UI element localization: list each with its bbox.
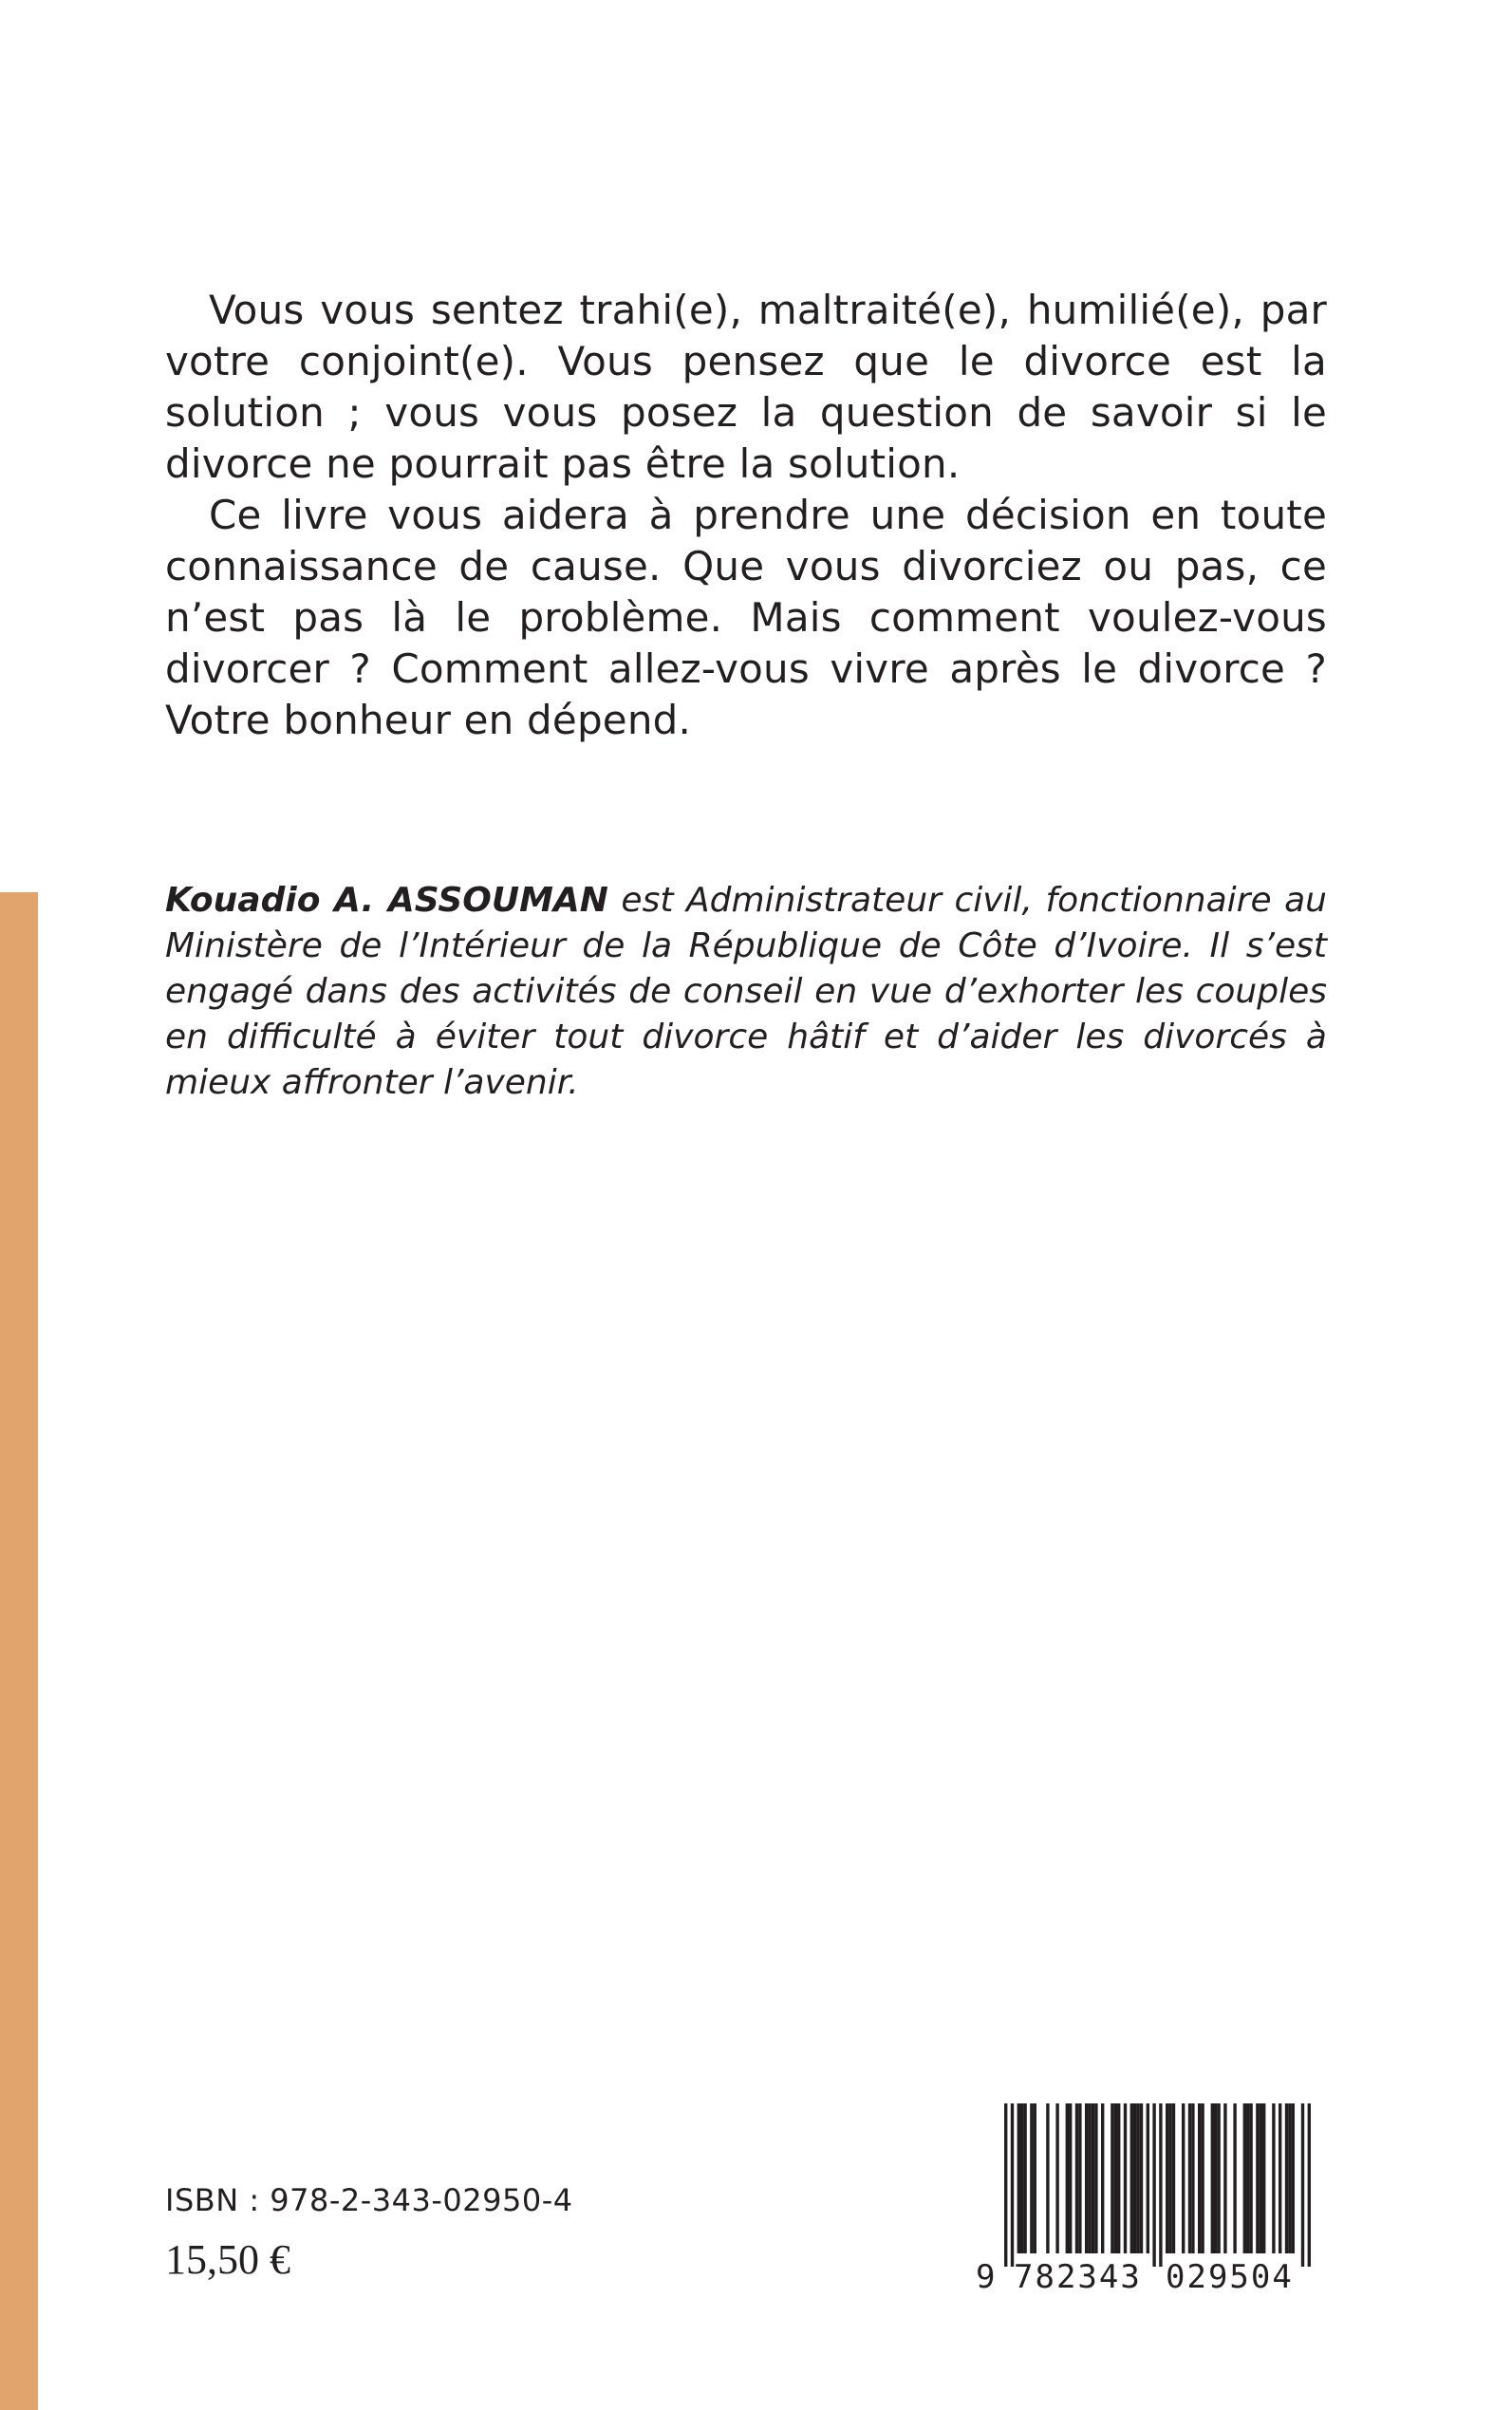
barcode-bar xyxy=(1078,2103,1081,2253)
barcode-bar xyxy=(1249,2103,1252,2253)
blurb-paragraph-2: Ce livre vous aidera à prendre une décision en toute connaissance de cause. Que vous divorciez ou pas, ce n’est pas là le problème. Mais comment voulez-vous divorcer ? Comment allez-vous vivre après le divorce ? Votre bonheur en dépend. xyxy=(165,492,1327,743)
author-name: Kouadio A. ASSOUMAN xyxy=(165,881,608,920)
barcode-bar xyxy=(1272,2103,1275,2253)
barcode-bar xyxy=(1188,2103,1191,2253)
barcode-bar xyxy=(1094,2103,1097,2253)
barcode-bar xyxy=(1260,2103,1262,2253)
barcode-bar xyxy=(1066,2103,1069,2253)
barcode-bar xyxy=(1085,2103,1088,2253)
barcode xyxy=(968,2098,1329,2297)
barcode-bar xyxy=(1223,2103,1226,2253)
barcode-bar xyxy=(1069,2103,1072,2253)
barcode-bar xyxy=(1124,2103,1127,2253)
barcode-bar xyxy=(1055,2103,1058,2253)
barcode-bar xyxy=(1308,2103,1311,2267)
barcode-bar xyxy=(1046,2103,1049,2253)
author-bio xyxy=(165,878,1327,1106)
barcode-bar xyxy=(1004,2103,1007,2267)
barcode-bar xyxy=(1166,2103,1168,2253)
barcode-bar xyxy=(1211,2103,1214,2253)
barcode-bar xyxy=(1011,2103,1014,2267)
barcode-bar xyxy=(1246,2103,1249,2253)
barcode-bar xyxy=(1130,2103,1133,2253)
barcode-bar xyxy=(1172,2103,1175,2253)
barcode-bar xyxy=(1017,2103,1020,2253)
barcode-bar xyxy=(1020,2103,1023,2253)
barcode-bar xyxy=(1117,2103,1120,2253)
barcode-bar xyxy=(1233,2103,1236,2253)
blurb-paragraph-1: Vous vous sentez trahi(e), maltraité(e), humilié(e), par votre conjoint(e). Vous pensez que le divorce est la solution ; vous vous posez la question de savoir si le divorce ne pourrait pas être la solution. xyxy=(165,287,1327,487)
barcode-bar xyxy=(1243,2103,1246,2253)
barcode-bars xyxy=(1004,2103,1311,2267)
barcode-bar xyxy=(1147,2103,1149,2253)
spine-color-band xyxy=(0,892,38,2410)
barcode-bar xyxy=(1292,2103,1295,2253)
barcode-bar xyxy=(1168,2103,1171,2253)
barcode-bar xyxy=(1140,2103,1143,2253)
barcode-bar xyxy=(1133,2103,1136,2253)
barcode-bar xyxy=(1288,2103,1291,2253)
barcode-bar xyxy=(1136,2103,1139,2253)
barcode-bar xyxy=(1262,2103,1265,2253)
barcode-bar xyxy=(1075,2103,1078,2253)
barcode-bar xyxy=(1030,2103,1033,2253)
barcode-bar xyxy=(1301,2103,1304,2267)
barcode-bar xyxy=(1279,2103,1281,2253)
barcode-bar xyxy=(1217,2103,1220,2253)
price-label: 15,50 € xyxy=(165,2236,290,2283)
barcode-bar xyxy=(1159,2103,1162,2267)
barcode-bar xyxy=(1152,2103,1155,2267)
barcode-bar xyxy=(1214,2103,1217,2253)
isbn-label: ISBN : 978-2-343-02950-4 xyxy=(165,2182,573,2218)
barcode-bar xyxy=(1101,2103,1104,2253)
barcode-bar xyxy=(1092,2103,1094,2253)
barcode-bar xyxy=(1114,2103,1117,2253)
barcode-bar xyxy=(1201,2103,1204,2253)
barcode-bar xyxy=(1182,2103,1185,2253)
barcode-graphic xyxy=(968,2098,1329,2297)
barcode-bar xyxy=(1256,2103,1259,2253)
barcode-bar xyxy=(1023,2103,1026,2253)
barcode-bar xyxy=(1088,2103,1091,2253)
barcode-bar xyxy=(1111,2103,1113,2253)
barcode-first-digit: 9 xyxy=(976,2258,996,2296)
back-cover-blurb xyxy=(165,285,1327,746)
barcode-right-digits: 029504 xyxy=(1166,2258,1294,2296)
barcode-bar xyxy=(1198,2103,1201,2253)
barcode-bar xyxy=(1285,2103,1288,2253)
author-bio-text: est Administrateur civil, fonctionnaire au Ministère de l’Intérieur de la République de Côte d’Ivoire. Il s’est engagé dans des activités de conseil en vue d’exhorter les couples en difficulté à éviter tout divorce hâtif et d’aider les divorcés à mieux affronter l’avenir. xyxy=(165,881,1327,1102)
barcode-bar xyxy=(1191,2103,1194,2253)
barcode-left-digits: 782343 xyxy=(1014,2258,1142,2296)
barcode-bar xyxy=(1034,2103,1036,2253)
